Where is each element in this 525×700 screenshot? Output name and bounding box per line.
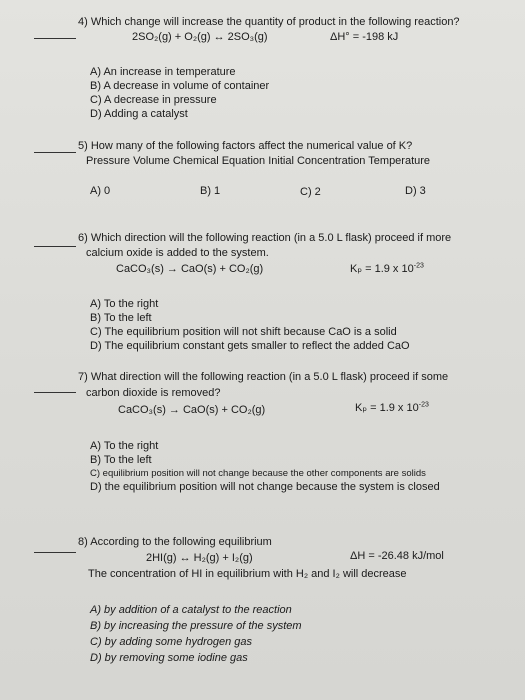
choice-8b: B) by increasing the pressure of the system <box>90 620 302 632</box>
choice-4d: D) Adding a catalyst <box>90 108 188 120</box>
choice-6d: D) The equilibrium constant gets smaller to reflect the added CaO <box>90 340 410 352</box>
statement-8: The concentration of HI in equilibrium with H₂ and I₂ will decrease <box>88 568 407 580</box>
choice-6a: A) To the right <box>90 298 159 310</box>
choice-5b: B) 1 <box>200 185 221 197</box>
reaction-6: CaCO₃(s) → CaO(s) + CO₂(g) <box>116 263 264 275</box>
choice-8d: D) by removing some iodine gas <box>90 652 248 664</box>
kp-6: Kₚ = 1.9 x $10^{-23}$ <box>350 262 424 275</box>
choice-4b: B) A decrease in volume of container <box>90 80 270 92</box>
answer-blank-6[interactable] <box>34 246 76 247</box>
question-number-4: 4) <box>78 16 88 28</box>
reaction-8: 2HI(g) ↔ H₂(g) + I₂(g) <box>146 552 253 564</box>
question-text-8: According to the following equilibrium <box>90 536 272 548</box>
choice-5c: C) 2 <box>300 186 321 198</box>
answer-blank-4[interactable] <box>34 38 76 39</box>
kp-7: Kₚ = 1.9 x $10^{-23}$ <box>355 401 429 414</box>
question-text-7-line2: carbon dioxide is removed? <box>86 387 221 399</box>
enthalpy-8: ΔH = -26.48 kJ/mol <box>350 550 444 562</box>
question-number-6: 6) <box>78 232 88 244</box>
choice-8a: A) by addition of a catalyst to the reaction <box>90 604 292 616</box>
question-text-6-line2: calcium oxide is added to the system. <box>86 247 269 259</box>
question-number-5: 5) <box>78 140 88 152</box>
answer-blank-8[interactable] <box>34 552 76 553</box>
reaction-4: 2SO₂(g) + O₂(g) ↔ 2SO₃(g) <box>132 31 268 43</box>
question-text-4: Which change will increase the quantity of product in the following reaction? <box>90 16 460 28</box>
answer-blank-5[interactable] <box>34 152 76 153</box>
choice-7b: B) To the left <box>90 454 152 466</box>
choice-7c: C) equilibrium position will not change because the other components are solids <box>90 468 426 479</box>
question-number-8: 8) <box>78 536 88 548</box>
choice-7d: D) the equilibrium position will not change because the system is closed <box>90 481 440 493</box>
choice-6b: B) To the left <box>90 312 152 324</box>
choice-5d: D) 3 <box>405 185 426 197</box>
choice-4c: C) A decrease in pressure <box>90 94 217 106</box>
enthalpy-4: ΔH° = -198 kJ <box>330 31 399 43</box>
choice-7a: A) To the right <box>90 440 159 452</box>
question-text-7-line1: What direction will the following reaction (in a 5.0 L flask) proceed if some <box>90 371 449 383</box>
choice-6c: C) The equilibrium position will not shift because CaO is a solid <box>90 326 397 338</box>
choice-8c: C) by adding some hydrogen gas <box>90 636 253 648</box>
reaction-7: CaCO₃(s) → CaO(s) + CO₂(g) <box>118 404 266 416</box>
answer-blank-7[interactable] <box>34 392 76 393</box>
question-text-5: How many of the following factors affect the numerical value of K? <box>90 140 413 152</box>
factors-list-5: Pressure Volume Chemical Equation Initial Concentration Temperature <box>86 155 431 167</box>
choice-4a: A) An increase in temperature <box>90 66 236 78</box>
question-text-6-line1: Which direction will the following reaction (in a 5.0 L flask) proceed if more <box>90 232 452 244</box>
choice-5a: A) 0 <box>90 185 111 197</box>
question-number-7: 7) <box>78 371 88 383</box>
